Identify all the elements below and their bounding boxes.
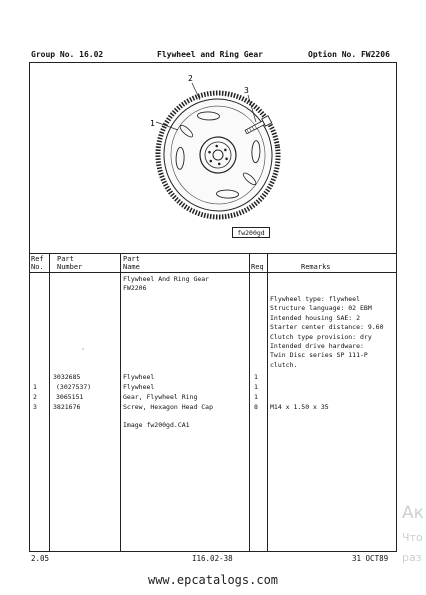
row-remarks: M14 x 1.50 x 35 (270, 403, 329, 411)
col-req-header: Req (251, 263, 264, 271)
remark-line: clutch. (270, 360, 298, 369)
column-divider (49, 253, 50, 552)
group-number: Group No. 16.02 (31, 50, 104, 59)
row-part-number: 3065151 (56, 393, 84, 401)
flywheel-illustration (140, 70, 300, 230)
image-reference: Image fw200gd.CA1 (123, 421, 190, 429)
column-divider (249, 253, 250, 552)
row-part-name: Flywheel (123, 383, 155, 391)
table-header-rule (29, 272, 397, 273)
col-partname-header (123, 255, 140, 271)
col-partname-header-line1: Part (123, 255, 140, 263)
col-remarks-header: Remarks (301, 263, 331, 271)
row-part-name: Flywheel (123, 373, 155, 381)
watermark-text: Ак (402, 503, 424, 523)
row-req: 1 (254, 393, 258, 401)
col-partno-header-line2: Number (57, 263, 83, 271)
row-ref: 1 (33, 383, 37, 391)
assembly-dot: · (81, 345, 85, 353)
watermark-text: Что (402, 531, 423, 544)
row-ref: 3 (33, 403, 37, 411)
callout-1: 1 (150, 119, 155, 128)
row-ref: 2 (33, 393, 37, 401)
callout-3: 3 (244, 86, 249, 95)
assembly-heading-name: Flywheel And Ring Gear (123, 275, 210, 283)
footer-date: 31 OCT89 (352, 554, 389, 563)
remark-line: Intended housing SAE: 2 (270, 313, 361, 322)
assembly-remarks (270, 295, 384, 370)
page-title: Flywheel and Ring Gear (157, 50, 263, 59)
col-partno-header-line1: Part (57, 255, 74, 263)
footer-document-code: I16.02-38 (192, 554, 233, 563)
row-req: 8 (254, 403, 258, 411)
row-req: 1 (254, 383, 258, 391)
col-partname-header-line2: Name (123, 263, 140, 271)
row-req: 1 (254, 373, 258, 381)
row-part-number: 3821676 (53, 403, 81, 411)
column-divider (120, 253, 121, 552)
callout-2: 2 (188, 74, 193, 83)
footer-page-number: 2.05 (31, 554, 50, 563)
remark-line: Intended drive hardware: (270, 342, 364, 351)
remark-line: Twin Disc series SP 111-P (270, 351, 368, 360)
remark-line: Starter center distance: 9.60 (270, 323, 384, 332)
col-ref-header-line1: Ref (31, 255, 44, 263)
illustration-caption: fw200gd (232, 227, 270, 238)
column-divider (267, 253, 268, 552)
remark-line: Clutch type provision: dry (270, 332, 372, 341)
assembly-heading (123, 275, 209, 294)
remark-line: Flywheel type: flywheel (270, 295, 361, 303)
remark-line: Structure language: 02 EBM (270, 304, 372, 313)
row-part-number: (3027537) (56, 383, 92, 391)
assembly-heading-code: FW2206 (123, 284, 147, 293)
row-part-name: Gear, Flywheel Ring (123, 393, 198, 401)
site-url: www.epcatalogs.com (147, 573, 279, 587)
watermark-text: раз (402, 551, 422, 564)
col-partno-header (57, 255, 82, 271)
option-number: Option No. FW2206 (308, 50, 390, 59)
col-ref-header (31, 255, 44, 271)
table-top-rule (29, 253, 397, 254)
col-ref-header-line2: No. (31, 263, 44, 271)
row-part-number: 3032685 (53, 373, 81, 381)
row-part-name: Screw, Hexagon Head Cap (123, 403, 214, 411)
